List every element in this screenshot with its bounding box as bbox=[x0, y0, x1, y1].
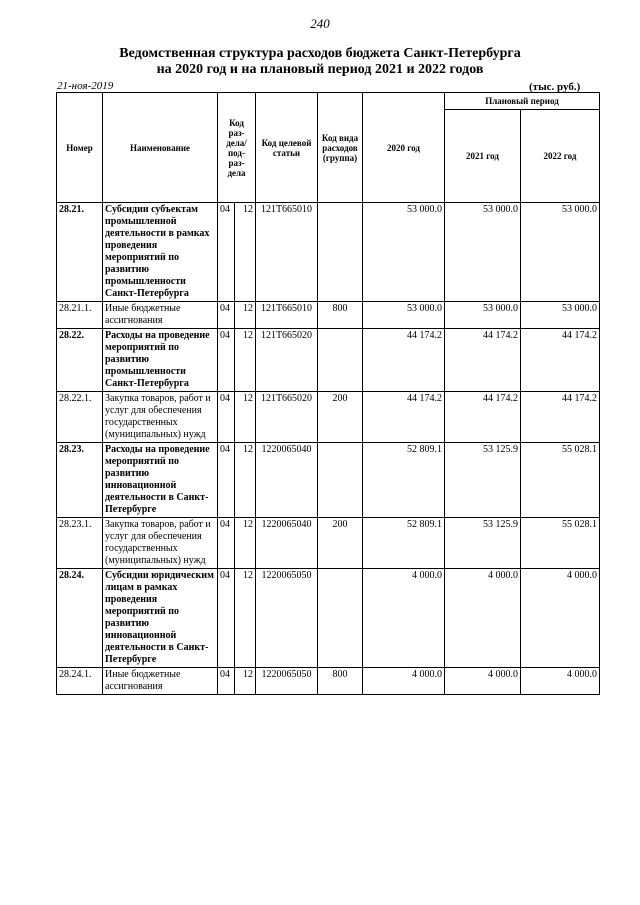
header-2022: 2022 год bbox=[521, 110, 600, 203]
row-expense-type bbox=[318, 569, 363, 668]
row-value-2022: 4 000.0 bbox=[521, 569, 600, 668]
row-name: Закупка товаров, работ и услуг для обеспечения государственных (муниципальных) нужд bbox=[103, 518, 218, 569]
row-number: 28.24.1. bbox=[57, 668, 103, 695]
document-date: 21-ноя-2019 bbox=[57, 80, 114, 92]
row-value-2021: 53 000.0 bbox=[445, 203, 521, 302]
row-target-code: 1220065050 bbox=[256, 569, 318, 668]
row-value-2022: 44 174.2 bbox=[521, 392, 600, 443]
row-section-code: 04 bbox=[218, 302, 235, 329]
row-section-code: 04 bbox=[218, 329, 235, 392]
document-title bbox=[0, 46, 640, 78]
page-number: 240 bbox=[310, 16, 330, 31]
row-expense-type bbox=[318, 443, 363, 518]
row-subsection-code: 12 bbox=[235, 569, 256, 668]
row-target-code: 1220065040 bbox=[256, 443, 318, 518]
row-value-2020: 52 809.1 bbox=[363, 443, 445, 518]
row-section-code: 04 bbox=[218, 203, 235, 302]
header-2021: 2021 год bbox=[445, 110, 521, 203]
row-subsection-code: 12 bbox=[235, 329, 256, 392]
table-row bbox=[57, 518, 600, 569]
row-value-2022: 4 000.0 bbox=[521, 668, 600, 695]
header-2020: 2020 год bbox=[363, 93, 445, 203]
row-section-code: 04 bbox=[218, 443, 235, 518]
row-expense-type: 800 bbox=[318, 302, 363, 329]
row-value-2021: 4 000.0 bbox=[445, 569, 521, 668]
row-name: Иные бюджетные ассигнования bbox=[103, 668, 218, 695]
row-number: 28.21.1. bbox=[57, 302, 103, 329]
row-subsection-code: 12 bbox=[235, 668, 256, 695]
budget-table bbox=[56, 92, 600, 695]
table-row bbox=[57, 329, 600, 392]
header-section: Код раз-дела/ под-раз-дела bbox=[218, 93, 256, 203]
title-line-2: на 2020 год и на плановый период 2021 и 2022 годов bbox=[156, 62, 484, 77]
row-name: Иные бюджетные ассигнования bbox=[103, 302, 218, 329]
row-expense-type: 800 bbox=[318, 668, 363, 695]
row-target-code: 1220065040 bbox=[256, 518, 318, 569]
table-row bbox=[57, 668, 600, 695]
title-line-1: Ведомственная структура расходов бюджета Санкт-Петербурга bbox=[119, 46, 521, 61]
row-value-2021: 53 125.9 bbox=[445, 518, 521, 569]
row-name: Расходы на проведение мероприятий по развитию промышленности Санкт-Петербурга bbox=[103, 329, 218, 392]
row-expense-type: 200 bbox=[318, 518, 363, 569]
table-row bbox=[57, 443, 600, 518]
row-number: 28.22. bbox=[57, 329, 103, 392]
row-subsection-code: 12 bbox=[235, 392, 256, 443]
header-planned-period: Плановый период bbox=[445, 93, 600, 110]
row-value-2020: 52 809.1 bbox=[363, 518, 445, 569]
row-name: Субсидии субъектам промышленной деятельности в рамках проведения мероприятий по развитию промышленности Санкт-Петербурга bbox=[103, 203, 218, 302]
row-expense-type: 200 bbox=[318, 392, 363, 443]
row-value-2021: 53 000.0 bbox=[445, 302, 521, 329]
table-body bbox=[57, 203, 600, 695]
row-value-2020: 4 000.0 bbox=[363, 668, 445, 695]
header-target: Код целевой статьи bbox=[256, 93, 318, 203]
row-value-2020: 53 000.0 bbox=[363, 203, 445, 302]
row-value-2021: 4 000.0 bbox=[445, 668, 521, 695]
row-number: 28.23. bbox=[57, 443, 103, 518]
row-section-code: 04 bbox=[218, 392, 235, 443]
row-subsection-code: 12 bbox=[235, 443, 256, 518]
row-value-2020: 44 174.2 bbox=[363, 329, 445, 392]
header-number: Номер bbox=[57, 93, 103, 203]
row-section-code: 04 bbox=[218, 518, 235, 569]
row-target-code: 121T665020 bbox=[256, 392, 318, 443]
row-value-2021: 44 174.2 bbox=[445, 392, 521, 443]
row-name: Субсидии юридическим лицам в рамках проведения мероприятий по развитию инновационной деятельности в Санкт-Петербурге bbox=[103, 569, 218, 668]
row-value-2022: 53 000.0 bbox=[521, 302, 600, 329]
table-row bbox=[57, 203, 600, 302]
row-value-2020: 53 000.0 bbox=[363, 302, 445, 329]
table-row bbox=[57, 302, 600, 329]
units-label: (тыс. руб.) bbox=[529, 81, 581, 93]
row-value-2021: 53 125.9 bbox=[445, 443, 521, 518]
row-number: 28.24. bbox=[57, 569, 103, 668]
row-number: 28.22.1. bbox=[57, 392, 103, 443]
row-target-code: 121T665020 bbox=[256, 329, 318, 392]
row-section-code: 04 bbox=[218, 668, 235, 695]
row-name: Расходы на проведение мероприятий по развитию инновационной деятельности в Санкт-Петербурге bbox=[103, 443, 218, 518]
row-target-code: 121T665010 bbox=[256, 302, 318, 329]
header-name: Наименование bbox=[103, 93, 218, 203]
row-value-2022: 53 000.0 bbox=[521, 203, 600, 302]
row-subsection-code: 12 bbox=[235, 302, 256, 329]
row-subsection-code: 12 bbox=[235, 203, 256, 302]
row-value-2022: 55 028.1 bbox=[521, 518, 600, 569]
row-value-2020: 4 000.0 bbox=[363, 569, 445, 668]
row-number: 28.23.1. bbox=[57, 518, 103, 569]
header-expense-type: Код вида расходов (группа) bbox=[318, 93, 363, 203]
row-target-code: 121T665010 bbox=[256, 203, 318, 302]
row-target-code: 1220065050 bbox=[256, 668, 318, 695]
row-value-2021: 44 174.2 bbox=[445, 329, 521, 392]
row-expense-type bbox=[318, 329, 363, 392]
table-row bbox=[57, 392, 600, 443]
row-section-code: 04 bbox=[218, 569, 235, 668]
row-value-2022: 55 028.1 bbox=[521, 443, 600, 518]
row-name: Закупка товаров, работ и услуг для обеспечения государственных (муниципальных) нужд bbox=[103, 392, 218, 443]
table-row bbox=[57, 569, 600, 668]
row-subsection-code: 12 bbox=[235, 518, 256, 569]
row-expense-type bbox=[318, 203, 363, 302]
row-value-2020: 44 174.2 bbox=[363, 392, 445, 443]
row-value-2022: 44 174.2 bbox=[521, 329, 600, 392]
row-number: 28.21. bbox=[57, 203, 103, 302]
